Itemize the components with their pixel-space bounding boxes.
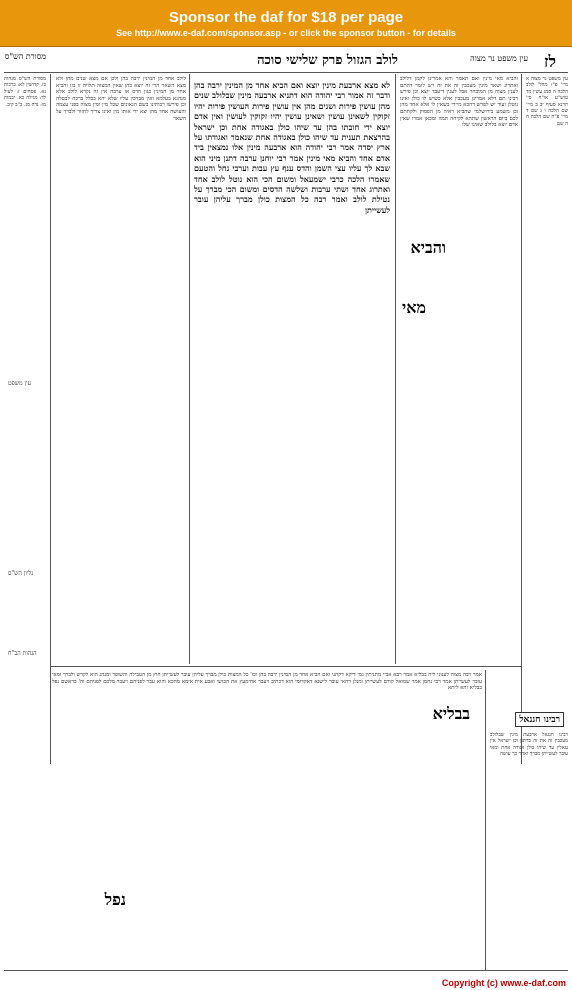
gemara-text: לא מצא ארבעת מינין יוצא ואם הביא אחד מן המינין ירבה בהן ודבר זה אמור רבי יהודה הוא דתניא ארבעה מינין שבלולב שנים מהן עושין פירות ושנים מהן אין עושין פירות העושין פירות יהיו זקוקין לשאינן עושין ושאינן עושין יהיו זקוקין לעושין ואין אדם יוצא ידי חובתו בהן עד שיהו כולן באגודה אחת וכן ישראל בהרצאת תענית עד שיהו כולן באגודה אחת שנאמר ואגודתו על ארץ יסדה אמר רבי יהודה הוא ארבעה מינין אלו נמצאין ביד אדם אחד והביא מאי מינין אמר רבי יוחנן ערבה דתנן מיני הוא שבא לך עליו עצי השמן והדס ענף עץ עבות וערבי נחל והטעם שאמרו הלכה כרבי ישמעאל ומשום הכי הוא נוטל לולב אחד ואתרוג אחד ושתי ערבות ושלשה הדסים ומשום הכי מברך על נטילת לולב ואמר רבה כל המצות כולן מברך עליהן עובר לעשייתן (194, 80, 390, 215)
catchword-mai: מאי (402, 298, 426, 317)
catchword-bavliya: בבליא (432, 704, 470, 723)
chananel-divider (485, 670, 486, 970)
copyright-footer: Copyright (c) www.e-daf.com (441, 978, 566, 988)
margin-left-divider (50, 74, 51, 764)
commentary-left-text: לולב אחד מן המינין ירבה בהן ולכן אם מצא שנים מהן ולא מצא השאר הרי זה יוצא בהן שאין המצוה תלויה זו בזו והביא אחד מן המינין כגון הדס או ערבה אין זה נקרא לולב אלא מנהגא בעלמא ואין מברכין עליו שלא יהא בכלל ברכה לבטלה וכן פירשו רבותינו בשם הגאונים שכל מין ומין מצוה בפני עצמה והעושה אחד מהן יצא ידי אותו מין ואינו צריך לחזור ולברך על השאר (56, 76, 186, 122)
sponsor-title[interactable]: Sponsor the daf for $18 per page (168, 9, 404, 26)
page-number: לז (544, 52, 556, 71)
mid-rule (50, 666, 522, 667)
rabbeinu-chananel-text: רבינו חננאל ארבעת מינין שבלולב מעכבין זה את זה כדתנן וכן ישראל אין נגאלין עד שיהו כולן אגודה אחת ומאי עובר לעשייתן מברך ואחר כך עושה (490, 732, 568, 758)
rabbeinu-chananel-label: רבינו חננאל (515, 712, 564, 727)
tag-ein-mishpat: עין משפט (8, 380, 31, 387)
page-title: לולב הגזול פרק שלישי סוכה (257, 53, 398, 68)
margin-right-text: עין משפט נר מצוה א מיי' פ"ז מהל' לולב הלכה ה סמג עשין מד טוש"ע או"ח סי' תרנא סעיף יב ב מיי' שם הלכה ו ג שם ד מיי' פ"ח שם הלכה ח ה שם (526, 76, 568, 127)
lower-commentary-column (52, 672, 482, 968)
commentary-right-column (400, 76, 518, 664)
header-rule (4, 72, 568, 73)
commentary-left-column (56, 76, 186, 664)
catchword-vehavi: והביא (410, 238, 446, 257)
gemara-column (194, 80, 390, 660)
gemara-left-divider (189, 74, 190, 664)
rabbeinu-chananel-column (490, 732, 568, 968)
margin-right-column (526, 76, 568, 756)
sponsor-subtitle[interactable]: See http://www.e-daf.com/sponsor.asp - or click the sponsor button - for details (116, 28, 456, 38)
sponsor-banner[interactable] (0, 0, 572, 47)
bottom-rule (4, 970, 568, 971)
tag-gilyon: גליון הש"ס (8, 570, 34, 577)
catchword-nafal: נפל (104, 890, 126, 909)
masoret-hashas-header: מסורת הש"ס (4, 52, 46, 61)
gemara-right-divider (395, 74, 396, 664)
margin-right-divider (521, 74, 522, 764)
tag-hagahot: הגהות הב"ח (8, 650, 37, 657)
margin-left-text: מסורת הש"ס מנחות כז. קדושין לא: ברכות נא. פסחים ז: לעיל לד: מגילה כא. יבמות מו: נדה סג. ב"ב קיב. (4, 76, 46, 108)
talmud-page (4, 50, 568, 972)
lower-commentary-text: אמר רבה מצוה לענוני ליה בבליא אמר רבא אביי מתניתין נמי דיקא דקתני ואם הביא אחד מן המינין ירבה בהן וכו' כל המצות כולן מברך עליהן עובר לעשייתן חוץ מן הטבילה והשופר ומנהג הוא לקדש ולברך ומאי עובר לעשייתן אמר רבי נחמן אמר שמואל קודם לעשייתן ומנלן דהאי עובר לישנא דאקדומי הוא דכתיב ויעבר אחימעץ את הכושי ואבע אית אימא מהכא והוא עבר לפניהם ויעבר מלכם לפניהם וה' בראשם נפל בבליא והא ליתא (52, 672, 482, 692)
ein-mishpat-header: עין משפט נר מצוה (470, 54, 528, 63)
commentary-right-text: והביא מאי מינין ואם תאמר והא אמרינן לקמן דלולב ואתרוג ושאר מינין מעכבין זה את זה ויש לומר דהתם לענין מצוה מן המובחר אבל לענין דיעבד יוצא וכן פירש רבינו תם דלא אמרינן מעכבין אלא כשיש לו כולן ואינו נוטלן ועוד יש לפרש דהכא מיירי בשאין לו אלא אחד מהן וכן משמע בירושלמי שהביא ראיה מן הפסוק ולקחתם לכם ביום הראשון שתהא לקיחה תמה ומכאן אמרו שאין אדם יוצא בלולב שאינו שלו (400, 76, 518, 129)
